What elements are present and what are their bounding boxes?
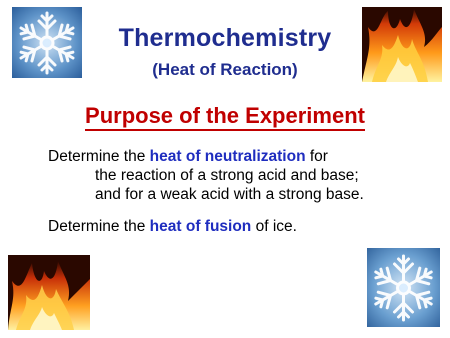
item1-suffix: for xyxy=(309,148,328,165)
snowflake-image xyxy=(367,248,440,327)
slide-title: Thermochemistry xyxy=(118,24,332,52)
item2-suffix: of ice. xyxy=(255,218,297,235)
item2-prefix: Determine the xyxy=(48,218,146,235)
item1-line2: the reaction of a strong acid and base; xyxy=(95,167,359,184)
item1-line3: and for a weak acid with a strong base. xyxy=(95,186,364,203)
section-heading xyxy=(0,103,450,129)
section-heading-text: Purpose of the Experiment xyxy=(85,103,365,131)
slide-subtitle: (Heat of Reaction) xyxy=(152,60,298,79)
item2-line xyxy=(48,218,297,236)
item1-prefix: Determine the xyxy=(48,148,146,165)
fire-image xyxy=(8,255,90,330)
item2-highlight: heat of fusion xyxy=(149,218,252,235)
item1-highlight: heat of neutralization xyxy=(149,148,306,165)
item1-line1 xyxy=(48,148,328,166)
